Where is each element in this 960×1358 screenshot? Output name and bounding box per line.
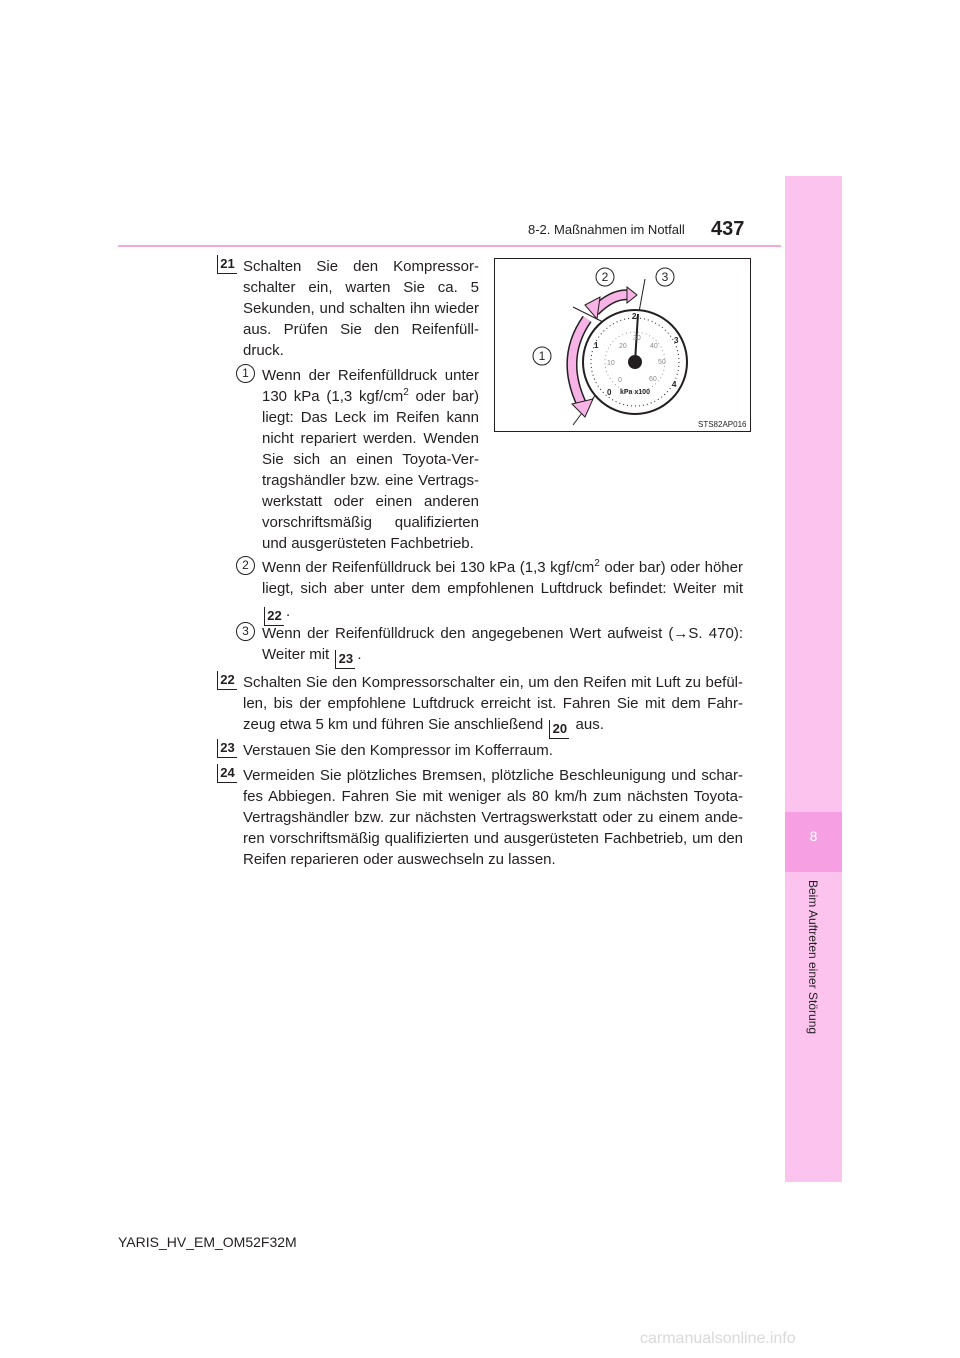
sub-item-1-line: tragshändler bzw. eine Vertrags- bbox=[262, 472, 479, 489]
chapter-number: 8 bbox=[809, 828, 818, 844]
sub-item-1-line: Sie sich an einen Toyota-Ver- bbox=[262, 451, 479, 468]
sub-item-1-line: nicht repariert werden. Wenden bbox=[262, 430, 479, 447]
figure-code: STS82AP016 bbox=[698, 420, 747, 429]
sub-item-1-text bbox=[262, 365, 479, 554]
document-code: YARIS_HV_EM_OM52F32M bbox=[118, 1234, 297, 1250]
watermark: carmanualsonline.info bbox=[640, 1330, 796, 1347]
sub-item-2-number: 2 bbox=[236, 556, 255, 575]
arrow-head bbox=[585, 297, 600, 319]
callout-label: 3 bbox=[661, 270, 669, 284]
step-badge-23: 23 bbox=[217, 739, 237, 758]
sub-item-1-line: liegt: Das Leck im Reifen kann bbox=[262, 409, 479, 426]
outer-tick-label: 1 bbox=[594, 341, 599, 350]
sub-item-3-line: Wenn der Reifenfülldruck den angegebenen Wert aufweist (→S. 470): bbox=[262, 625, 743, 642]
step-badge-21: 21 bbox=[217, 255, 237, 274]
step-23-text: Verstauen Sie den Kompressor im Kofferraum. bbox=[243, 742, 553, 759]
step-24-line: fes Abbiegen. Fahren Sie mit weniger als 80 km/h zum nächsten Toyota- bbox=[243, 788, 743, 805]
sub-item-2-line: liegt, sich aber unter dem empfohlenen Luftdruck befindet: Weiter mit bbox=[262, 580, 743, 597]
sub-item-1-line bbox=[262, 386, 479, 407]
gauge-unit-label: kPa x100 bbox=[620, 389, 650, 396]
pressure-gauge-figure bbox=[494, 258, 751, 432]
inner-tick-label: 60 bbox=[649, 376, 657, 383]
outer-tick-label: 3 bbox=[674, 336, 679, 345]
sub-item-1-line: und ausgerüsteten Fachbetrieb. bbox=[262, 535, 474, 552]
step-badge-24: 24 bbox=[217, 764, 237, 783]
callout-label: 1 bbox=[538, 349, 546, 363]
section-title: 8-2. Maßnahmen im Notfall bbox=[528, 222, 685, 237]
step-22-text bbox=[243, 672, 743, 739]
inner-tick-label: 0 bbox=[618, 377, 622, 384]
step-21-line: aus. Prüfen Sie den Reifenfüll- bbox=[243, 321, 479, 338]
step-24-line: ren vorschriftsmäßig qualifizierten und ausgerüsteten Fachbetrieb, um den bbox=[243, 830, 743, 847]
superscript: 2 bbox=[403, 387, 409, 398]
text-span: oder bar) bbox=[408, 388, 479, 405]
outer-tick-label: 0 bbox=[607, 388, 612, 397]
step-22-line: len, bis der empfohlene Luftdruck erreicht ist. Fahren Sie mit dem Fahr- bbox=[243, 695, 743, 712]
step-21-line: druck. bbox=[243, 342, 284, 359]
superscript: 2 bbox=[594, 558, 600, 569]
text-span: oder bar) oder höher bbox=[599, 559, 743, 576]
step-ref-23[interactable]: 23 bbox=[335, 650, 355, 669]
outer-tick-label: 2 bbox=[632, 312, 637, 321]
step-badge-22: 22 bbox=[217, 671, 237, 690]
step-24-line: Vermeiden Sie plötzliches Bremsen, plötzliche Beschleunigung und schar- bbox=[243, 767, 743, 784]
text-span: aus. bbox=[571, 716, 604, 733]
sub-item-2-line bbox=[262, 557, 743, 578]
text-span: Wenn der Reifenfülldruck bei 130 kPa (1,3 kgf/cm bbox=[262, 559, 595, 576]
sub-item-3-text bbox=[262, 623, 743, 669]
text-span: 130 kPa (1,3 kgf/cm bbox=[262, 388, 404, 405]
inner-tick-label: 20 bbox=[619, 343, 627, 350]
inner-tick-label: 10 bbox=[607, 360, 615, 367]
sub-item-1-line: vorschriftsmäßig qualifizierten bbox=[262, 514, 479, 531]
sub-item-2-text bbox=[262, 557, 743, 626]
step-22-line: Schalten Sie den Kompressorschalter ein, um den Reifen mit Luft zu befül- bbox=[243, 674, 743, 691]
pressure-gauge-illustration bbox=[495, 259, 750, 431]
text-span: zeug etwa 5 km und führen Sie anschließend bbox=[243, 716, 544, 733]
sub-item-1-line: werkstatt oder einen anderen bbox=[262, 493, 479, 510]
step-21-text bbox=[243, 256, 479, 361]
text-span: Weiter mit bbox=[262, 646, 330, 663]
text-span: . bbox=[286, 603, 291, 620]
step-ref-22[interactable]: 22 bbox=[264, 607, 284, 626]
text-span: . bbox=[357, 646, 362, 663]
sub-item-3-number: 3 bbox=[236, 622, 255, 641]
sub-item-1-number: 1 bbox=[236, 364, 255, 383]
inner-tick-label: 30 bbox=[633, 335, 641, 342]
inner-tick-label: 40 bbox=[650, 343, 658, 350]
gauge-hub bbox=[628, 355, 642, 369]
chapter-side-label: Beim Auftreten einer Störung bbox=[806, 879, 820, 1035]
outer-tick-label: 4 bbox=[672, 380, 677, 389]
step-21-line: Schalten Sie den Kompressor- bbox=[243, 258, 479, 275]
page-number: 437 bbox=[711, 218, 745, 240]
inner-tick-label: 50 bbox=[658, 359, 666, 366]
step-21-line: Sekunden, und schalten ihn wieder bbox=[243, 300, 479, 317]
step-ref-20[interactable]: 20 bbox=[549, 720, 569, 739]
step-21-line: schalter ein, warten Sie ca. 5 bbox=[243, 279, 479, 296]
step-24-line: Reifen reparieren oder auswechseln zu lassen. bbox=[243, 851, 556, 868]
sub-item-1-line: Wenn der Reifenfülldruck unter bbox=[262, 367, 479, 384]
callout-label: 2 bbox=[601, 270, 609, 284]
header-divider bbox=[118, 245, 781, 247]
step-22-line bbox=[243, 714, 743, 739]
arrow-head bbox=[627, 287, 637, 303]
sub-item-3-line bbox=[262, 644, 743, 669]
step-24-text bbox=[243, 765, 743, 870]
step-24-line: Vertragshändler bzw. zur nächsten Vertragswerkstatt oder zu einem ande- bbox=[243, 809, 743, 826]
